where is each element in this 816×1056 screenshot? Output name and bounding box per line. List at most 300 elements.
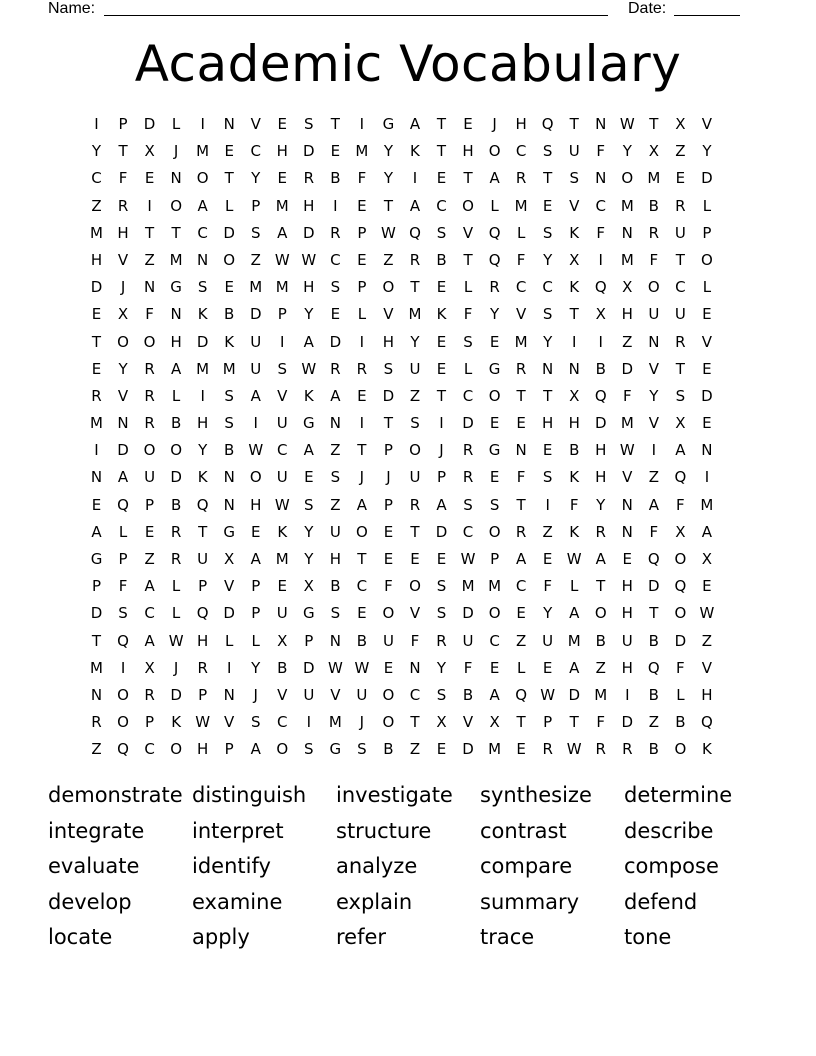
grid-letter[interactable]: L bbox=[118, 522, 128, 541]
grid-letter[interactable]: X bbox=[569, 250, 580, 269]
grid-letter[interactable]: E bbox=[702, 305, 712, 324]
grid-letter[interactable]: I bbox=[94, 115, 99, 133]
grid-letter[interactable]: W bbox=[301, 250, 317, 269]
grid-letter[interactable]: Y bbox=[304, 550, 314, 568]
grid-letter[interactable]: U bbox=[197, 550, 209, 568]
grid-letter[interactable]: L bbox=[516, 223, 526, 242]
grid-letter[interactable]: P bbox=[277, 305, 287, 324]
grid-letter[interactable]: X bbox=[595, 305, 606, 324]
grid-letter[interactable]: Y bbox=[304, 522, 314, 541]
grid-letter[interactable]: L bbox=[516, 658, 526, 677]
grid-letter[interactable]: I bbox=[545, 495, 550, 514]
grid-letter[interactable]: V bbox=[409, 604, 421, 623]
grid-letter[interactable]: A bbox=[91, 522, 102, 541]
grid-letter[interactable]: D bbox=[249, 305, 262, 324]
grid-letter[interactable]: E bbox=[224, 278, 234, 297]
grid-letter[interactable]: O bbox=[117, 713, 129, 732]
grid-letter[interactable]: H bbox=[117, 223, 129, 242]
grid-letter[interactable]: Z bbox=[701, 631, 713, 650]
grid-letter[interactable]: O bbox=[594, 604, 607, 623]
grid-letter[interactable]: V bbox=[277, 386, 288, 405]
grid-letter[interactable]: Q bbox=[541, 115, 554, 133]
grid-letter[interactable]: M bbox=[196, 359, 210, 378]
grid-letter[interactable]: B bbox=[595, 631, 606, 650]
grid-letter[interactable]: B bbox=[436, 250, 447, 269]
grid-letter[interactable]: C bbox=[515, 278, 527, 297]
grid-letter[interactable]: J bbox=[386, 468, 391, 487]
grid-letter[interactable]: R bbox=[144, 359, 155, 378]
grid-letter[interactable]: D bbox=[621, 359, 634, 378]
grid-letter[interactable]: E bbox=[277, 169, 287, 188]
grid-letter[interactable]: N bbox=[223, 685, 235, 704]
grid-letter[interactable]: H bbox=[595, 441, 607, 460]
grid-letter[interactable]: P bbox=[118, 115, 128, 133]
grid-letter[interactable]: H bbox=[595, 468, 607, 487]
grid-letter[interactable]: Q bbox=[488, 250, 501, 269]
grid-letter[interactable]: O bbox=[382, 278, 395, 297]
grid-letter[interactable]: E bbox=[436, 550, 447, 568]
grid-letter[interactable]: L bbox=[463, 278, 473, 297]
grid-letter[interactable]: I bbox=[200, 386, 205, 405]
grid-letter[interactable]: K bbox=[701, 740, 712, 759]
grid-letter[interactable]: R bbox=[489, 278, 500, 297]
grid-letter[interactable]: Y bbox=[596, 495, 606, 514]
grid-letter[interactable]: D bbox=[435, 522, 448, 541]
grid-letter[interactable]: F bbox=[649, 250, 659, 269]
grid-letter[interactable]: X bbox=[224, 550, 235, 568]
grid-letter[interactable]: F bbox=[622, 386, 632, 405]
grid-letter[interactable]: X bbox=[144, 142, 155, 161]
grid-letter[interactable]: E bbox=[277, 115, 287, 133]
grid-letter[interactable]: C bbox=[144, 740, 155, 759]
grid-letter[interactable]: F bbox=[649, 522, 659, 541]
grid-letter[interactable]: H bbox=[568, 414, 580, 433]
grid-letter[interactable]: S bbox=[542, 142, 553, 161]
grid-letter[interactable]: P bbox=[490, 550, 500, 568]
grid-letter[interactable]: P bbox=[251, 577, 261, 596]
grid-letter[interactable]: W bbox=[301, 359, 317, 378]
grid-letter[interactable]: V bbox=[224, 713, 235, 732]
grid-letter[interactable]: E bbox=[144, 169, 155, 188]
grid-letter[interactable]: H bbox=[303, 196, 315, 215]
grid-letter[interactable]: E bbox=[516, 414, 526, 433]
grid-letter[interactable]: Y bbox=[383, 169, 394, 188]
grid-letter[interactable]: B bbox=[569, 441, 580, 460]
grid-letter[interactable]: I bbox=[598, 250, 603, 269]
grid-letter[interactable]: B bbox=[648, 685, 659, 704]
grid-letter[interactable]: K bbox=[171, 713, 182, 732]
grid-letter[interactable]: A bbox=[515, 550, 527, 568]
grid-letter[interactable]: R bbox=[462, 468, 474, 487]
grid-letter[interactable]: M bbox=[700, 495, 714, 514]
grid-letter[interactable]: D bbox=[462, 604, 474, 623]
grid-letter[interactable]: E bbox=[702, 359, 712, 378]
grid-letter[interactable]: P bbox=[118, 550, 128, 568]
grid-letter[interactable]: L bbox=[171, 386, 181, 405]
grid-letter[interactable]: N bbox=[329, 631, 341, 650]
grid-letter[interactable]: A bbox=[409, 196, 421, 215]
grid-letter[interactable]: N bbox=[701, 441, 713, 460]
grid-letter[interactable]: V bbox=[569, 196, 580, 215]
grid-letter[interactable]: X bbox=[489, 713, 500, 732]
grid-letter[interactable]: D bbox=[462, 414, 474, 433]
grid-letter[interactable]: A bbox=[489, 169, 500, 188]
grid-letter[interactable]: M bbox=[196, 142, 210, 161]
grid-letter[interactable]: P bbox=[91, 577, 102, 596]
grid-letter[interactable]: E bbox=[277, 577, 287, 596]
grid-letter[interactable]: O bbox=[382, 685, 395, 704]
grid-letter[interactable]: Q bbox=[196, 495, 209, 514]
grid-letter[interactable]: M bbox=[514, 196, 528, 215]
grid-letter[interactable]: N bbox=[595, 115, 607, 133]
grid-letter[interactable]: A bbox=[675, 441, 686, 460]
grid-letter[interactable]: R bbox=[144, 414, 155, 433]
grid-letter[interactable]: D bbox=[170, 468, 182, 487]
grid-letter[interactable]: H bbox=[329, 550, 341, 568]
grid-letter[interactable]: B bbox=[462, 685, 474, 704]
grid-letter[interactable]: P bbox=[304, 631, 314, 650]
grid-letter[interactable]: A bbox=[250, 550, 261, 568]
grid-letter[interactable]: H bbox=[197, 414, 209, 433]
grid-letter[interactable]: O bbox=[488, 386, 501, 405]
grid-letter[interactable]: S bbox=[250, 223, 261, 242]
grid-letter[interactable]: N bbox=[329, 414, 341, 433]
grid-letter[interactable]: D bbox=[143, 115, 156, 133]
grid-letter[interactable]: Q bbox=[196, 604, 209, 623]
grid-letter[interactable]: B bbox=[330, 169, 341, 188]
grid-letter[interactable]: L bbox=[171, 115, 181, 133]
grid-letter[interactable]: U bbox=[356, 685, 368, 704]
grid-letter[interactable]: R bbox=[515, 169, 527, 188]
grid-letter[interactable]: P bbox=[198, 685, 208, 704]
grid-letter[interactable]: H bbox=[515, 115, 527, 133]
grid-letter[interactable]: U bbox=[409, 468, 421, 487]
grid-letter[interactable]: I bbox=[94, 441, 99, 460]
grid-letter[interactable]: E bbox=[224, 142, 234, 161]
grid-letter[interactable]: W bbox=[619, 115, 635, 133]
grid-letter[interactable]: W bbox=[566, 740, 582, 759]
grid-letter[interactable]: S bbox=[250, 713, 261, 732]
grid-letter[interactable]: O bbox=[488, 142, 501, 161]
grid-letter[interactable]: I bbox=[147, 196, 152, 215]
grid-letter[interactable]: L bbox=[676, 685, 685, 704]
grid-letter[interactable]: K bbox=[197, 305, 208, 324]
grid-letter[interactable]: R bbox=[91, 713, 102, 732]
grid-letter[interactable]: F bbox=[596, 223, 606, 242]
grid-letter[interactable]: U bbox=[674, 223, 686, 242]
grid-letter[interactable]: T bbox=[675, 359, 685, 378]
grid-letter[interactable]: U bbox=[568, 142, 580, 161]
grid-letter[interactable]: I bbox=[280, 332, 285, 351]
grid-letter[interactable]: U bbox=[250, 332, 262, 351]
grid-letter[interactable]: N bbox=[90, 468, 103, 487]
grid-letter[interactable]: G bbox=[488, 359, 501, 378]
grid-letter[interactable]: E bbox=[489, 658, 500, 677]
grid-letter[interactable]: T bbox=[144, 223, 155, 242]
grid-letter[interactable]: T bbox=[91, 631, 102, 650]
grid-letter[interactable]: R bbox=[648, 223, 660, 242]
grid-letter[interactable]: L bbox=[570, 577, 579, 596]
grid-letter[interactable]: A bbox=[436, 495, 447, 514]
grid-letter[interactable]: H bbox=[197, 631, 209, 650]
grid-letter[interactable]: E bbox=[702, 414, 712, 433]
grid-letter[interactable]: N bbox=[143, 278, 156, 297]
grid-letter[interactable]: L bbox=[490, 196, 499, 215]
grid-letter[interactable]: I bbox=[439, 414, 444, 433]
grid-letter[interactable]: T bbox=[171, 223, 181, 242]
grid-letter[interactable]: H bbox=[701, 685, 713, 704]
grid-letter[interactable]: Y bbox=[543, 604, 553, 623]
grid-letter[interactable]: R bbox=[117, 196, 129, 215]
grid-letter[interactable]: B bbox=[330, 577, 341, 596]
grid-letter[interactable]: E bbox=[250, 522, 261, 541]
grid-letter[interactable]: S bbox=[463, 495, 473, 514]
grid-letter[interactable]: B bbox=[170, 414, 182, 433]
grid-letter[interactable]: G bbox=[223, 522, 235, 541]
grid-letter[interactable]: K bbox=[277, 522, 288, 541]
grid-letter[interactable]: W bbox=[699, 604, 715, 623]
grid-letter[interactable]: N bbox=[170, 305, 182, 324]
grid-letter[interactable]: O bbox=[355, 522, 368, 541]
grid-letter[interactable]: M bbox=[620, 414, 634, 433]
grid-letter[interactable]: D bbox=[701, 169, 713, 188]
grid-letter[interactable]: V bbox=[277, 685, 288, 704]
grid-letter[interactable]: E bbox=[463, 115, 473, 133]
grid-letter[interactable]: R bbox=[515, 522, 527, 541]
grid-letter[interactable]: Y bbox=[543, 250, 553, 269]
grid-letter[interactable]: H bbox=[542, 414, 554, 433]
grid-letter[interactable]: I bbox=[412, 169, 418, 188]
grid-letter[interactable]: A bbox=[250, 386, 261, 405]
grid-letter[interactable]: S bbox=[489, 495, 500, 514]
grid-letter[interactable]: T bbox=[410, 522, 420, 541]
grid-letter[interactable]: C bbox=[515, 142, 527, 161]
grid-letter[interactable]: E bbox=[542, 658, 553, 677]
grid-letter[interactable]: O bbox=[674, 740, 687, 759]
grid-letter[interactable]: D bbox=[90, 278, 103, 297]
grid-letter[interactable]: N bbox=[90, 685, 103, 704]
grid-letter[interactable]: N bbox=[117, 414, 129, 433]
grid-letter[interactable]: C bbox=[197, 223, 208, 242]
grid-letter[interactable]: L bbox=[463, 359, 473, 378]
grid-letter[interactable]: U bbox=[276, 468, 288, 487]
grid-letter[interactable]: M bbox=[408, 305, 422, 324]
date-line[interactable] bbox=[674, 15, 740, 16]
grid-letter[interactable]: E bbox=[357, 250, 367, 269]
grid-letter[interactable]: Q bbox=[515, 685, 528, 704]
grid-letter[interactable]: D bbox=[594, 414, 607, 433]
grid-letter[interactable]: Y bbox=[91, 142, 102, 161]
grid-letter[interactable]: I bbox=[333, 196, 338, 215]
grid-letter[interactable]: T bbox=[596, 577, 606, 596]
grid-letter[interactable]: V bbox=[701, 658, 713, 677]
grid-letter[interactable]: P bbox=[383, 495, 393, 514]
grid-letter[interactable]: C bbox=[462, 522, 474, 541]
grid-letter[interactable]: J bbox=[359, 713, 365, 732]
grid-letter[interactable]: X bbox=[436, 713, 447, 732]
grid-letter[interactable]: U bbox=[542, 631, 554, 650]
grid-letter[interactable]: T bbox=[118, 142, 128, 161]
grid-letter[interactable]: C bbox=[542, 278, 553, 297]
grid-letter[interactable]: G bbox=[170, 278, 182, 297]
grid-letter[interactable]: D bbox=[90, 604, 103, 623]
grid-letter[interactable]: N bbox=[621, 522, 633, 541]
grid-letter[interactable]: T bbox=[543, 386, 553, 405]
grid-letter[interactable]: O bbox=[117, 332, 129, 351]
grid-letter[interactable]: A bbox=[303, 332, 314, 351]
grid-letter[interactable]: N bbox=[568, 359, 580, 378]
grid-letter[interactable]: I bbox=[625, 685, 630, 704]
grid-letter[interactable]: E bbox=[91, 305, 102, 324]
grid-letter[interactable]: W bbox=[619, 441, 635, 460]
grid-letter[interactable]: H bbox=[170, 332, 182, 351]
grid-letter[interactable]: G bbox=[303, 414, 315, 433]
grid-letter[interactable]: Z bbox=[648, 713, 659, 732]
grid-letter[interactable]: D bbox=[674, 631, 687, 650]
grid-letter[interactable]: W bbox=[566, 550, 582, 568]
grid-letter[interactable]: R bbox=[356, 359, 368, 378]
grid-letter[interactable]: Y bbox=[436, 658, 447, 677]
grid-letter[interactable]: E bbox=[542, 550, 553, 568]
grid-letter[interactable]: D bbox=[303, 142, 315, 161]
grid-letter[interactable]: Q bbox=[594, 278, 607, 297]
grid-letter[interactable]: X bbox=[303, 577, 314, 596]
grid-letter[interactable]: N bbox=[515, 441, 527, 460]
grid-letter[interactable]: M bbox=[249, 278, 263, 297]
grid-letter[interactable]: S bbox=[224, 414, 234, 433]
grid-letter[interactable]: V bbox=[117, 386, 129, 405]
grid-letter[interactable]: E bbox=[436, 278, 447, 297]
grid-letter[interactable]: E bbox=[357, 604, 367, 623]
grid-letter[interactable]: M bbox=[169, 250, 183, 269]
grid-letter[interactable]: E bbox=[489, 414, 500, 433]
grid-letter[interactable]: P bbox=[357, 223, 367, 242]
grid-letter[interactable]: Z bbox=[330, 441, 341, 460]
grid-letter[interactable]: T bbox=[649, 604, 659, 623]
grid-letter[interactable]: E bbox=[489, 468, 500, 487]
grid-letter[interactable]: L bbox=[225, 196, 234, 215]
grid-letter[interactable]: Z bbox=[595, 658, 606, 677]
grid-letter[interactable]: V bbox=[462, 223, 474, 242]
grid-letter[interactable]: V bbox=[250, 115, 261, 133]
grid-letter[interactable]: R bbox=[462, 441, 474, 460]
grid-letter[interactable]: Y bbox=[622, 142, 632, 161]
grid-letter[interactable]: V bbox=[117, 250, 129, 269]
grid-letter[interactable]: Q bbox=[488, 223, 501, 242]
grid-letter[interactable]: O bbox=[223, 250, 236, 269]
grid-letter[interactable]: W bbox=[460, 550, 476, 568]
grid-letter[interactable]: C bbox=[277, 713, 288, 732]
grid-letter[interactable]: L bbox=[702, 278, 712, 297]
grid-letter[interactable]: V bbox=[462, 713, 474, 732]
grid-letter[interactable]: Z bbox=[675, 142, 686, 161]
grid-letter[interactable]: F bbox=[596, 713, 606, 732]
grid-letter[interactable]: Y bbox=[649, 386, 659, 405]
grid-letter[interactable]: T bbox=[198, 522, 208, 541]
grid-letter[interactable]: I bbox=[253, 414, 258, 433]
grid-letter[interactable]: A bbox=[489, 685, 500, 704]
grid-letter[interactable]: Z bbox=[409, 386, 421, 405]
grid-letter[interactable]: E bbox=[436, 359, 447, 378]
grid-letter[interactable]: R bbox=[330, 359, 341, 378]
grid-letter[interactable]: K bbox=[224, 332, 235, 351]
grid-letter[interactable]: R bbox=[515, 359, 527, 378]
grid-letter[interactable]: D bbox=[196, 332, 209, 351]
grid-letter[interactable]: Q bbox=[409, 223, 421, 242]
grid-letter[interactable]: S bbox=[277, 359, 288, 378]
grid-letter[interactable]: S bbox=[383, 359, 394, 378]
grid-letter[interactable]: F bbox=[676, 495, 685, 514]
grid-letter[interactable]: X bbox=[144, 658, 155, 677]
grid-letter[interactable]: C bbox=[595, 196, 606, 215]
grid-letter[interactable]: M bbox=[461, 577, 475, 596]
grid-letter[interactable]: O bbox=[647, 278, 660, 297]
grid-letter[interactable]: R bbox=[144, 685, 155, 704]
grid-letter[interactable]: T bbox=[357, 441, 367, 460]
grid-letter[interactable]: E bbox=[542, 441, 553, 460]
grid-letter[interactable]: W bbox=[248, 441, 264, 460]
grid-letter[interactable]: P bbox=[251, 604, 261, 623]
grid-letter[interactable]: E bbox=[436, 332, 447, 351]
grid-letter[interactable]: P bbox=[224, 740, 234, 759]
grid-letter[interactable]: M bbox=[355, 142, 369, 161]
grid-letter[interactable]: Y bbox=[543, 332, 553, 351]
grid-letter[interactable]: N bbox=[409, 658, 421, 677]
grid-letter[interactable]: U bbox=[250, 359, 262, 378]
grid-letter[interactable]: Y bbox=[304, 305, 314, 324]
grid-letter[interactable]: O bbox=[117, 685, 129, 704]
grid-letter[interactable]: Y bbox=[118, 359, 128, 378]
grid-letter[interactable]: L bbox=[357, 305, 367, 324]
grid-letter[interactable]: P bbox=[357, 278, 367, 297]
grid-letter[interactable]: E bbox=[357, 386, 367, 405]
grid-letter[interactable]: D bbox=[462, 740, 474, 759]
grid-letter[interactable]: B bbox=[277, 658, 288, 677]
grid-letter[interactable]: R bbox=[409, 250, 421, 269]
grid-letter[interactable]: F bbox=[463, 305, 473, 324]
grid-letter[interactable]: H bbox=[197, 740, 209, 759]
grid-letter[interactable]: T bbox=[516, 386, 526, 405]
grid-letter[interactable]: A bbox=[144, 631, 155, 650]
grid-letter[interactable]: U bbox=[382, 631, 394, 650]
grid-letter[interactable]: O bbox=[488, 522, 501, 541]
grid-letter[interactable]: I bbox=[704, 468, 710, 487]
grid-letter[interactable]: R bbox=[144, 386, 155, 405]
grid-letter[interactable]: A bbox=[170, 359, 182, 378]
grid-letter[interactable]: S bbox=[224, 386, 234, 405]
grid-letter[interactable]: G bbox=[488, 441, 501, 460]
grid-letter[interactable]: D bbox=[568, 685, 580, 704]
grid-letter[interactable]: X bbox=[701, 550, 713, 568]
grid-letter[interactable]: P bbox=[383, 441, 393, 460]
grid-letter[interactable]: F bbox=[676, 658, 685, 677]
grid-letter[interactable]: G bbox=[329, 740, 342, 759]
grid-letter[interactable]: X bbox=[569, 386, 580, 405]
grid-letter[interactable]: U bbox=[674, 305, 686, 324]
grid-letter[interactable]: K bbox=[436, 305, 447, 324]
grid-letter[interactable]: E bbox=[489, 332, 500, 351]
grid-letter[interactable]: T bbox=[410, 713, 420, 732]
grid-letter[interactable]: Y bbox=[702, 142, 712, 161]
grid-letter[interactable]: E bbox=[516, 740, 526, 759]
grid-letter[interactable]: Z bbox=[622, 332, 633, 351]
grid-letter[interactable]: C bbox=[330, 250, 341, 269]
grid-letter[interactable]: B bbox=[224, 305, 235, 324]
grid-letter[interactable]: E bbox=[410, 550, 420, 568]
grid-letter[interactable]: I bbox=[359, 115, 365, 133]
grid-letter[interactable]: Y bbox=[490, 305, 500, 324]
grid-letter[interactable]: H bbox=[621, 658, 633, 677]
